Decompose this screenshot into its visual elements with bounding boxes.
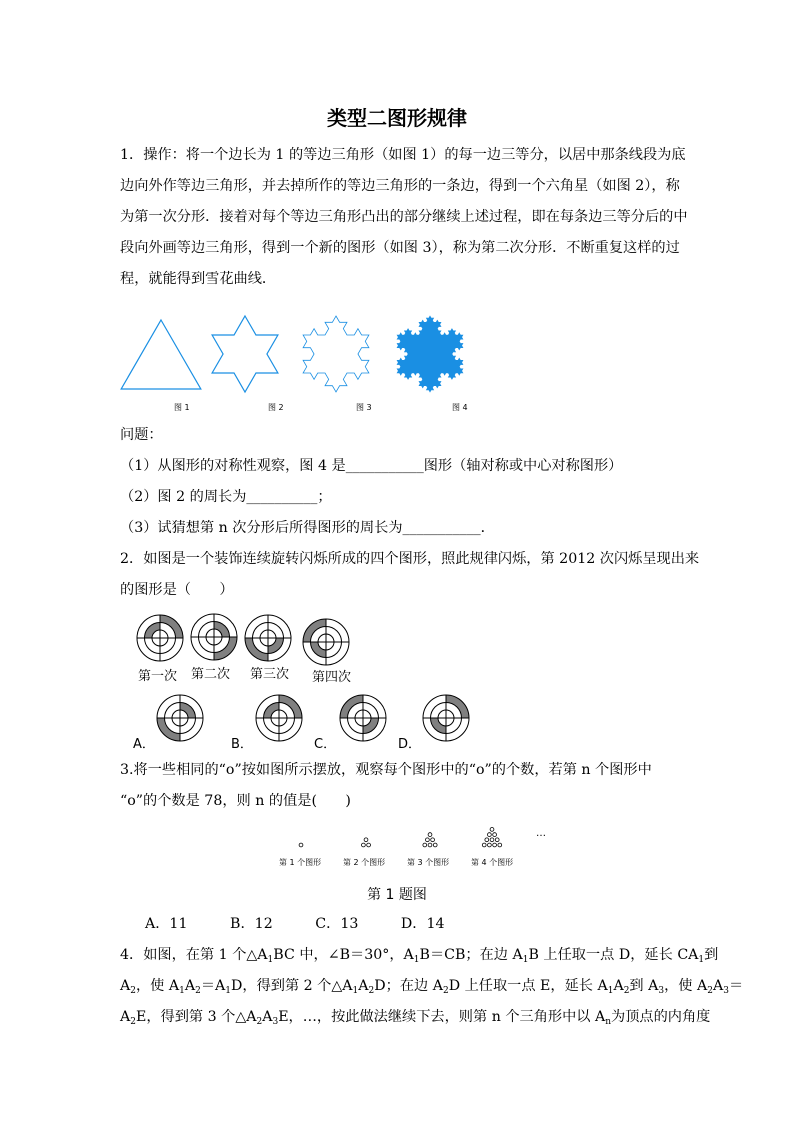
q1-line-5: 程，就能得到雪花曲线． <box>120 271 277 287</box>
q3-line-2: “o”的个数是 78，则 n 的值是( ) <box>120 793 351 809</box>
dot <box>426 838 430 842</box>
dot <box>490 828 494 832</box>
dot <box>428 833 432 837</box>
dot <box>493 843 497 847</box>
dot-pattern-3 <box>423 833 437 847</box>
q2-label-1: 第一次 <box>138 669 178 684</box>
q2-option-a: A． <box>133 737 155 752</box>
q1-sub-2: （2）图 2 的周长为__________； <box>120 489 332 505</box>
q3-caption-3: 第 3 个图形 <box>407 858 450 867</box>
q2-option-c: C． <box>314 737 337 752</box>
dot <box>498 843 502 847</box>
page-title: 类型二图形规律 <box>327 106 467 130</box>
dot <box>431 838 435 842</box>
q3-caption-2: 第 2 个图形 <box>343 858 386 867</box>
dot <box>482 843 486 847</box>
q4-line-2: $A_2$，使 $A_1A_2=A_1D$，得到第 2 个$\triangle A_1A_2D$；在边 $A_2D$ 上任取一点 E，延长 $A_1A_2$到 $A_3$，使 $A_2A_3=$ <box>120 978 744 996</box>
dot-pattern-4 <box>482 828 501 847</box>
q2-label-4: 第四次 <box>312 670 352 685</box>
dot-pattern-1 <box>299 843 303 847</box>
dot <box>488 843 492 847</box>
q2-option-d: D． <box>398 737 422 752</box>
q1-line-2: 边向外作等边三角形，并去掉所作的等边三角形的一条边，得到一个六角星（如图 2），称 <box>120 178 680 194</box>
dot <box>362 843 366 847</box>
q2-line-1: 2．如图是一个装饰连续旋转闪烁所成的四个图形，照此规律闪烁，第 2012 次闪烁呈现出来 <box>120 551 700 567</box>
q2-label-2: 第二次 <box>191 667 231 682</box>
fig-caption-4: 图 4 <box>452 403 468 412</box>
q1-sub-3: （3）试猜想第 n 次分形后所得图形的周长为___________． <box>120 520 495 536</box>
q3-options: A．11 B．12 C．13 D．14 <box>145 916 445 932</box>
q2-line-2: 的图形是（ ） <box>120 582 234 598</box>
q3-caption-4: 第 4 个图形 <box>471 858 514 867</box>
dot <box>490 838 494 842</box>
q4-line-1: 4．如图，在第 1 个$\triangle A_1BC$ 中，∠B＝30°，$A_1B=CB$；在边 $A_1B$ 上任取一点 D，延长 $CA_1$到 <box>120 947 719 965</box>
fig-caption-1: 图 1 <box>174 403 190 412</box>
questions-head: 问题： <box>120 427 163 443</box>
q1-line-3: 为第一次分形．接着对每个等边三角形凸出的部分继续上述过程，即在每条边三等分后的中 <box>120 209 688 225</box>
dot <box>299 843 303 847</box>
dot <box>428 843 432 847</box>
dot <box>485 838 489 842</box>
q1-sub-1: （1）从图形的对称性观察，图 4 是___________图形（轴对称或中心对称图形） <box>120 458 623 474</box>
dot <box>433 843 437 847</box>
q3-line-1: 3.将一些相同的“o”按如图所示摆放，观察每个图形中的“o”的个数，若第 n 个图形中 <box>120 762 652 778</box>
q3-figure-caption: 第 1 题图 <box>367 887 427 903</box>
dot <box>493 833 497 837</box>
q2-label-3: 第三次 <box>250 667 290 682</box>
q3-ellipsis: … <box>536 828 546 839</box>
dot <box>495 838 499 842</box>
q1-line-1: 1．操作：将一个边长为 1 的等边三角形（如图 1）的每一边三等分，以居中那条线段为底 <box>120 147 686 163</box>
dot <box>423 843 427 847</box>
q3-caption-1: 第 1 个图形 <box>279 858 322 867</box>
fig-caption-3: 图 3 <box>356 403 372 412</box>
q2-option-b: B． <box>231 737 253 752</box>
dot-pattern-2 <box>362 838 371 847</box>
dot <box>488 833 492 837</box>
q4-line-3: $A_2E$，得到第 3 个$\triangle A_2A_3E$，…，按此做法继续下去，则第 n 个三角形中以 $A_n$为顶点的内角度 <box>120 1009 711 1027</box>
dot <box>367 843 371 847</box>
fig-caption-2: 图 2 <box>268 403 284 412</box>
q1-line-4: 段向外画等边三角形，得到一个新的图形（如图 3），称为第二次分形．不断重复这样的过 <box>120 240 680 256</box>
dot <box>364 838 368 842</box>
